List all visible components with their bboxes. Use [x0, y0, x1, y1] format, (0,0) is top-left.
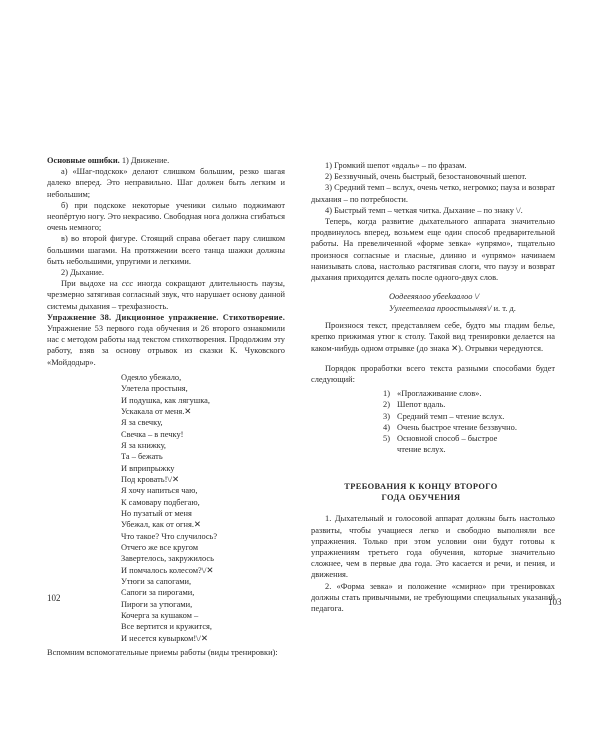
list-item-continuation: чтение вслух.	[397, 445, 446, 455]
requirement-2: 2. «Форма зевка» и положение «смирно» при тренировках должны стать привычными, не требующими специальных указаний педагога.	[311, 581, 555, 614]
poem-line: Я за книжку,	[121, 440, 167, 450]
poem-line: Завертелось, закружилось	[121, 554, 214, 564]
list-item	[383, 399, 555, 410]
section-title-line-2: ГОДА ОБУЧЕНИЯ	[381, 493, 461, 503]
poem-line: Сапоги за пирогами,	[121, 588, 195, 598]
list-item-number: 5)	[383, 434, 390, 444]
poem-line: Ускакала от меня.✕	[121, 406, 192, 416]
stretched-syllables-example	[389, 291, 555, 314]
exercise-38-text: Упражнение 53 первого года обучения и 26 второго ознакомили нас с методом работы над текстом стихотворения. Продолжим эту работу, взяв за основу отрывок из сказки К. Чуковского «Мойдодыр».	[47, 324, 285, 367]
pronouncing-paragraph: Произнося текст, представляем себе, будто мы гладим белье, крепко прижимая утюг к столу. Такой вид тренировки делается на каком-нибудь одном отрывке (до знака ✕). Отрывки чередуются.	[311, 321, 555, 353]
list-item-text: «Проглаживание слов».	[397, 389, 482, 399]
poem-line: И подушка, как лягушка,	[121, 395, 210, 405]
page-number-right: 103	[548, 597, 562, 607]
yawn-form-paragraph: Теперь, когда развитие дыхательного аппарата значительно продвинулось вперед, возьмем еще один способ предварительной работы. На превеличенной «форме зевка» «упрямо», тщательно произнося согласные и гласные, длинно и «упрямо» начинаем нанизывать слова, настолько растягивая слоги, что паузу и возврат дыхания приходится делать после одного-двух слов.	[311, 217, 555, 283]
order-list	[383, 388, 555, 455]
list-item-number: 4)	[383, 422, 390, 432]
poem-line: И несется кувырком!\/✕	[121, 633, 208, 643]
order-paragraph: Порядок проработки всего текста разными способами будет следующий:	[311, 363, 555, 385]
section-title-line-1: ТРЕБОВАНИЯ К КОНЦУ ВТОРОГО	[344, 482, 498, 492]
list-item-number: 1)	[383, 389, 390, 399]
poem-line: Отчего же все кругом	[121, 543, 199, 553]
list-item-number: 2)	[383, 400, 390, 410]
errors-heading-paragraph	[47, 155, 285, 166]
stretched-line-2-text: Уулееmеeлaa прoосmыыняя\/	[389, 303, 492, 313]
poem-line: Что такое? Что случилось?	[121, 531, 218, 541]
exercise-38-heading: Упражнение 38. Дикционное упражнение. Стихотворение.	[47, 312, 285, 322]
exhale-text-italic: ссс	[121, 279, 134, 289]
section-title	[311, 481, 531, 503]
list-item-text: Основной способ – быстрое	[397, 434, 498, 444]
poem-line: Улетела простыня,	[121, 384, 188, 394]
list-item-text: Шепот вдаль.	[397, 400, 446, 410]
stretched-line-2-suffix: и. т. д.	[491, 303, 516, 313]
errors-heading-rest: 1) Движение.	[119, 156, 170, 165]
breathing-heading: 2) Дыхание.	[61, 268, 104, 278]
poem-line: Я хочу напиться чаю,	[121, 486, 198, 496]
stretched-line-2	[389, 303, 555, 315]
poem-line: К самовару подбегаю,	[121, 497, 200, 507]
list-item-text: Средний темп – чтение вслух.	[397, 411, 505, 421]
list-item	[383, 388, 555, 399]
requirement-1: 1. Дыхательный и голосовой аппарат должны быть настолько развиты, чтобы учащиеся легко и свободно выполняли все упражнения. Только при этом условии они будут готовы к упражнениям третьего года обучения, которые значительно сложнее, чем в первые два года. Это касается и речи, и пения, и движения.	[311, 514, 555, 580]
list-item-number: 3)	[383, 411, 390, 421]
poem-line: Но пузатый от меня	[121, 508, 192, 518]
page-number-left: 102	[47, 593, 61, 603]
poem-line: Я за свечку,	[121, 418, 163, 428]
auxiliary-methods-paragraph: Вспомним вспомогательные приемы работы (виды тренировки):	[47, 648, 278, 658]
poem-line: Кочерга за кушаком –	[121, 611, 199, 621]
poem-block	[121, 372, 285, 644]
stretched-line-1: Оодеeяялоо yбееkaaлоо \/	[389, 292, 480, 302]
errors-heading: Основные ошибки.	[47, 156, 120, 165]
exhale-text-b: иногда сокращают длительность паузы, чрезмерно затягивая согласный звук, что нарушает основу данной системы дыхания – трехфазность.	[47, 279, 285, 311]
poem-line: Свечка – в печку!	[121, 429, 184, 439]
list-item	[383, 411, 555, 422]
poem-line: Та – бежать	[121, 452, 163, 462]
exercise-38-paragraph	[47, 312, 285, 368]
poem-line: Под кровать!\/✕	[121, 474, 180, 484]
poem-line: Одеяло убежало,	[121, 372, 182, 382]
list-item	[383, 433, 555, 444]
error-a-paragraph: а) «Шаг-подскок» делают слишком большим, резко шагая далеко вперед. Это неправильно. Шаг должен быть легким и небольшим;	[47, 167, 285, 199]
training-item: 3) Средний темп – вслух, очень четко, негромко; пауза и возврат дыхания – по потребности.	[311, 183, 555, 204]
training-item: 2) Беззвучный, очень быстрый, безостановочный шепот.	[325, 172, 527, 182]
right-page	[311, 160, 555, 614]
left-page	[47, 155, 285, 658]
exhale-paragraph	[47, 278, 285, 312]
poem-line: Утюги за сапогами,	[121, 577, 192, 587]
poem-line: Все вертится и кружится,	[121, 622, 212, 632]
exhale-text-a: При выдохе на	[61, 279, 122, 289]
poem-line: И помчалось колесом?\/✕	[121, 565, 214, 575]
list-item	[383, 422, 555, 433]
poem-line: Пироги за утюгами,	[121, 599, 193, 609]
list-item-text: Очень быстрое чтение беззвучно.	[397, 422, 517, 432]
poem-line: Убежал, как от огня.✕	[121, 520, 201, 530]
training-item: 4) Быстрый темп – четкая читка. Дыхание – по знаку \/.	[325, 205, 523, 215]
error-c-paragraph: в) во второй фигуре. Стоящий справа обегает пару слишком большими шагами. На протяжении всего танца шажки должны быть небольшими, упругими и легкими.	[47, 234, 285, 266]
error-b-paragraph: б) при подскоке некоторые ученики сильно поджимают неопёртую ногу. Это некрасиво. Свободная нога должна сгибаться очень немного;	[47, 200, 285, 233]
training-item: 1) Громкий шепот «вдаль» – по фразам.	[325, 161, 467, 170]
poem-line: И вприпрыжку	[121, 463, 175, 473]
